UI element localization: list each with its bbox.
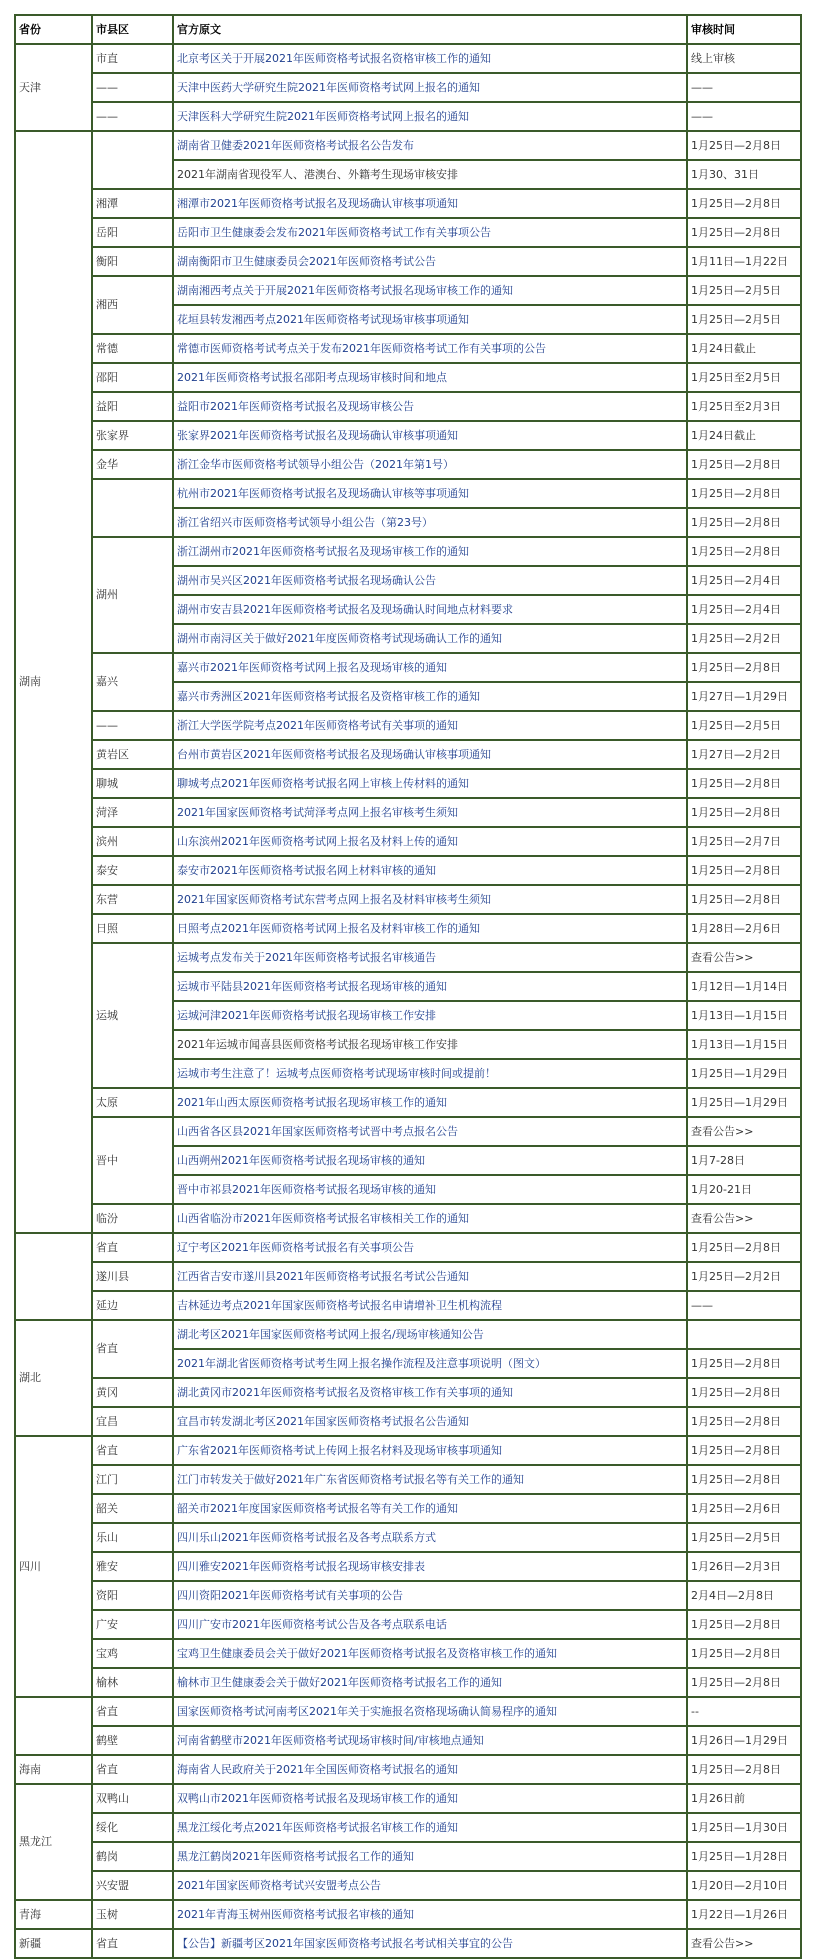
city-cell: 玉树 bbox=[93, 1901, 172, 1928]
table-row bbox=[16, 712, 800, 739]
notice-link[interactable]: 湖南湘西考点关于开展2021年医师资格考试报名现场审核工作的通知 bbox=[174, 277, 686, 304]
table-row bbox=[16, 335, 800, 362]
notice-link[interactable]: 四川雅安2021年医师资格考试报名现场审核安排表 bbox=[174, 1553, 686, 1580]
table-row bbox=[16, 451, 800, 478]
notice-link[interactable]: 国家医师资格考试河南考区2021年关于实施报名资格现场确认简易程序的通知 bbox=[174, 1698, 686, 1725]
table-row bbox=[16, 1640, 800, 1667]
notice-link[interactable]: 黑龙江绥化考点2021年医师资格考试报名审核工作的通知 bbox=[174, 1814, 686, 1841]
province-cell: 黑龙江 bbox=[16, 1785, 91, 1899]
notice-text: 2021年湖南省现役军人、港澳台、外籍考生现场审核安排 bbox=[174, 161, 686, 188]
review-time-cell: 1月25日—2月8日 bbox=[688, 1669, 800, 1696]
table-row bbox=[16, 915, 800, 942]
review-time-cell: —— bbox=[688, 74, 800, 101]
review-time-cell: 1月25日—2月8日 bbox=[688, 857, 800, 884]
notice-link[interactable]: 益阳市2021年医师资格考试报名及现场审核公告 bbox=[174, 393, 686, 420]
city-cell: 日照 bbox=[93, 915, 172, 942]
review-time-cell: 1月25日—2月5日 bbox=[688, 306, 800, 333]
review-time-cell: 1月27日—1月29日 bbox=[688, 683, 800, 710]
table-row bbox=[16, 74, 800, 101]
city-cell: 宜昌 bbox=[93, 1408, 172, 1435]
table-row bbox=[16, 654, 800, 681]
city-cell: —— bbox=[93, 712, 172, 739]
table-row bbox=[16, 828, 800, 855]
table-row bbox=[16, 1698, 800, 1725]
city-cell: 邵阳 bbox=[93, 364, 172, 391]
table-row bbox=[16, 219, 800, 246]
table-row bbox=[16, 1205, 800, 1232]
notice-link[interactable]: 泰安市2021年医师资格考试报名网上材料审核的通知 bbox=[174, 857, 686, 884]
review-time-cell: 1月30、31日 bbox=[688, 161, 800, 188]
notice-link[interactable]: 2021年湖北省医师资格考试考生网上报名操作流程及注意事项说明（图文） bbox=[174, 1350, 686, 1377]
review-time-cell: 1月24日截止 bbox=[688, 335, 800, 362]
table-row bbox=[16, 944, 800, 971]
table-row bbox=[16, 1089, 800, 1116]
notice-table-wrapper bbox=[14, 14, 802, 1959]
review-time-cell: 1月24日截止 bbox=[688, 422, 800, 449]
notice-link[interactable]: 河南省鹤壁市2021年医师资格考试现场审核时间/审核地点通知 bbox=[174, 1727, 686, 1754]
city-cell: 湖州 bbox=[93, 538, 172, 652]
city-cell: 乐山 bbox=[93, 1524, 172, 1551]
table-row bbox=[16, 132, 800, 159]
table-row bbox=[16, 770, 800, 797]
notice-link[interactable]: 山西朔州2021年医师资格考试报名现场审核的通知 bbox=[174, 1147, 686, 1174]
table-row bbox=[16, 103, 800, 130]
review-time-cell: 1月12日—1月14日 bbox=[688, 973, 800, 1000]
notice-link[interactable]: 湖北黄冈市2021年医师资格考试报名及资格审核工作有关事项的通知 bbox=[174, 1379, 686, 1406]
province-cell: 青海 bbox=[16, 1901, 91, 1928]
notice-link[interactable]: 宜昌市转发湖北考区2021年国家医师资格考试报名公告通知 bbox=[174, 1408, 686, 1435]
review-time-cell[interactable]: 查看公告>> bbox=[688, 1930, 800, 1957]
header-city: 市县区 bbox=[93, 16, 172, 43]
review-time-cell: 1月7-28日 bbox=[688, 1147, 800, 1174]
city-cell: 雅安 bbox=[93, 1553, 172, 1580]
city-cell: 黄冈 bbox=[93, 1379, 172, 1406]
table-row bbox=[16, 1756, 800, 1783]
notice-link[interactable]: 湖州市吴兴区2021年医师资格考试报名现场确认公告 bbox=[174, 567, 686, 594]
notice-link[interactable]: 湘潭市2021年医师资格考试报名及现场确认审核事项通知 bbox=[174, 190, 686, 217]
notice-link[interactable]: 浙江大学医学院考点2021年医师资格考试有关事项的通知 bbox=[174, 712, 686, 739]
table-row bbox=[16, 1611, 800, 1638]
city-cell: 湘西 bbox=[93, 277, 172, 333]
notice-link[interactable]: 2021年国家医师资格考试菏泽考点网上报名审核考生须知 bbox=[174, 799, 686, 826]
table-row bbox=[16, 422, 800, 449]
table-row bbox=[16, 1814, 800, 1841]
notice-link[interactable]: 张家界2021年医师资格考试报名及现场确认审核事项通知 bbox=[174, 422, 686, 449]
city-cell: —— bbox=[93, 74, 172, 101]
review-time-cell[interactable]: 查看公告>> bbox=[688, 944, 800, 971]
table-body bbox=[16, 45, 800, 1957]
province-cell: 新疆 bbox=[16, 1930, 91, 1957]
city-cell: 晋中 bbox=[93, 1118, 172, 1203]
city-cell: 市直 bbox=[93, 45, 172, 72]
city-cell: 韶关 bbox=[93, 1495, 172, 1522]
table-row bbox=[16, 1582, 800, 1609]
notice-link[interactable]: 2021年国家医师资格考试兴安盟考点公告 bbox=[174, 1872, 686, 1899]
notice-link[interactable]: 台州市黄岩区2021年医师资格考试报名及现场确认审核事项通知 bbox=[174, 741, 686, 768]
city-cell: 岳阳 bbox=[93, 219, 172, 246]
review-time-cell: 1月25日—2月8日 bbox=[688, 132, 800, 159]
review-time-cell: 1月25日—2月8日 bbox=[688, 1437, 800, 1464]
notice-link[interactable]: 湖北考区2021年国家医师资格考试网上报名/现场审核通知公告 bbox=[174, 1321, 686, 1348]
review-time-cell: 1月25日—2月8日 bbox=[688, 1640, 800, 1667]
review-time-cell: 1月25日—2月8日 bbox=[688, 509, 800, 536]
city-cell: 运城 bbox=[93, 944, 172, 1087]
city-cell: 黄岩区 bbox=[93, 741, 172, 768]
province-cell: 天津 bbox=[16, 45, 91, 130]
review-time-cell: 1月25日—2月8日 bbox=[688, 480, 800, 507]
table-row bbox=[16, 1118, 800, 1145]
review-time-cell: 1月26日—2月3日 bbox=[688, 1553, 800, 1580]
city-cell: 金华 bbox=[93, 451, 172, 478]
city-cell: 延边 bbox=[93, 1292, 172, 1319]
notice-link[interactable]: 运城市考生注意了！运城考点医师资格考试现场审核时间或提前！ bbox=[174, 1060, 686, 1087]
review-time-cell: 1月25日—2月8日 bbox=[688, 654, 800, 681]
province-cell bbox=[16, 1234, 91, 1319]
table-row bbox=[16, 1321, 800, 1348]
table-header-row bbox=[16, 16, 800, 43]
review-time-cell: 1月25日—2月8日 bbox=[688, 1379, 800, 1406]
province-cell bbox=[16, 1698, 91, 1754]
review-time-cell: 1月25日—2月5日 bbox=[688, 712, 800, 739]
table-row bbox=[16, 886, 800, 913]
review-time-cell: 1月13日—1月15日 bbox=[688, 1031, 800, 1058]
province-cell: 湖南 bbox=[16, 132, 91, 1232]
city-cell: 省直 bbox=[93, 1756, 172, 1783]
notice-link[interactable]: 北京考区关于开展2021年医师资格考试报名资格审核工作的通知 bbox=[174, 45, 686, 72]
review-time-cell: 1月25日—2月4日 bbox=[688, 596, 800, 623]
city-cell: 江门 bbox=[93, 1466, 172, 1493]
table-row bbox=[16, 1785, 800, 1812]
table-row bbox=[16, 1263, 800, 1290]
notice-link[interactable]: 湖南衡阳市卫生健康委员会2021年医师资格考试公告 bbox=[174, 248, 686, 275]
review-time-cell: 1月25日—2月7日 bbox=[688, 828, 800, 855]
city-cell: 衡阳 bbox=[93, 248, 172, 275]
city-cell: 宝鸡 bbox=[93, 1640, 172, 1667]
notice-link[interactable]: 日照考点2021年医师资格考试网上报名及材料审核工作的通知 bbox=[174, 915, 686, 942]
review-time-cell: 1月25日—2月8日 bbox=[688, 190, 800, 217]
notice-link[interactable]: 榆林市卫生健康委会关于做好2021年医师资格考试报名工作的通知 bbox=[174, 1669, 686, 1696]
city-cell: 省直 bbox=[93, 1437, 172, 1464]
notice-link[interactable]: 江西省吉安市遂川县2021年医师资格考试报名考试公告通知 bbox=[174, 1263, 686, 1290]
notice-link[interactable]: 湖南省卫健委2021年医师资格考试报名公告发布 bbox=[174, 132, 686, 159]
city-cell: 省直 bbox=[93, 1930, 172, 1957]
notice-link[interactable]: 四川广安市2021年医师资格考试公告及各考点联系电话 bbox=[174, 1611, 686, 1638]
review-time-cell: 1月25日—2月8日 bbox=[688, 1408, 800, 1435]
province-cell: 四川 bbox=[16, 1437, 91, 1696]
city-cell bbox=[93, 132, 172, 188]
notice-link[interactable]: 天津医科大学研究生院2021年医师资格考试网上报名的通知 bbox=[174, 103, 686, 130]
notice-link[interactable]: 黑龙江鹤岗2021年医师资格考试报名工作的通知 bbox=[174, 1843, 686, 1870]
review-time-cell: 1月20-21日 bbox=[688, 1176, 800, 1203]
notice-link[interactable]: 2021年山西太原医师资格考试报名现场审核工作的通知 bbox=[174, 1089, 686, 1116]
table-row bbox=[16, 1466, 800, 1493]
review-time-cell: 1月25日—2月5日 bbox=[688, 1524, 800, 1551]
review-time-cell[interactable]: 查看公告>> bbox=[688, 1118, 800, 1145]
city-cell bbox=[93, 480, 172, 536]
city-cell: 湘潭 bbox=[93, 190, 172, 217]
notice-table bbox=[14, 14, 802, 1959]
notice-link[interactable]: 山东滨州2021年医师资格考试网上报名及材料上传的通知 bbox=[174, 828, 686, 855]
province-cell: 湖北 bbox=[16, 1321, 91, 1435]
review-time-cell: 1月25日—2月4日 bbox=[688, 567, 800, 594]
city-cell: 聊城 bbox=[93, 770, 172, 797]
table-row bbox=[16, 1727, 800, 1754]
review-time-cell bbox=[688, 1321, 800, 1348]
notice-link[interactable]: 【公告】新疆考区2021年国家医师资格考试报名考试相关事宜的公告 bbox=[174, 1930, 686, 1957]
city-cell: 滨州 bbox=[93, 828, 172, 855]
review-time-cell: 1月25日—2月5日 bbox=[688, 277, 800, 304]
city-cell: 鹤岗 bbox=[93, 1843, 172, 1870]
notice-link[interactable]: 运城考点发布关于2021年医师资格考试报名审核通告 bbox=[174, 944, 686, 971]
table-row bbox=[16, 1930, 800, 1957]
review-time-cell: 线上审核 bbox=[688, 45, 800, 72]
review-time-cell: 1月25日—1月29日 bbox=[688, 1089, 800, 1116]
review-time-cell[interactable]: 查看公告>> bbox=[688, 1205, 800, 1232]
notice-link[interactable]: 晋中市祁县2021年医师资格考试报名现场审核的通知 bbox=[174, 1176, 686, 1203]
review-time-cell: 1月26日前 bbox=[688, 1785, 800, 1812]
review-time-cell: 1月25日—2月2日 bbox=[688, 1263, 800, 1290]
city-cell: 绥化 bbox=[93, 1814, 172, 1841]
review-time-cell: 1月20日—2月10日 bbox=[688, 1872, 800, 1899]
table-row bbox=[16, 1292, 800, 1319]
table-row bbox=[16, 1495, 800, 1522]
review-time-cell: 1月25日—1月30日 bbox=[688, 1814, 800, 1841]
city-cell: 泰安 bbox=[93, 857, 172, 884]
city-cell: 省直 bbox=[93, 1698, 172, 1725]
notice-link[interactable]: 广东省2021年医师资格考试上传网上报名材料及现场审核事项通知 bbox=[174, 1437, 686, 1464]
header-notice: 官方原文 bbox=[174, 16, 686, 43]
review-time-cell: 1月28日—2月6日 bbox=[688, 915, 800, 942]
notice-link[interactable]: 2021年国家医师资格考试东营考点网上报名及材料审核考生须知 bbox=[174, 886, 686, 913]
review-time-cell: 1月25日—2月8日 bbox=[688, 219, 800, 246]
review-time-cell: 1月11日—1月22日 bbox=[688, 248, 800, 275]
city-cell: 嘉兴 bbox=[93, 654, 172, 710]
review-time-cell: 1月25日—2月8日 bbox=[688, 1466, 800, 1493]
table-row bbox=[16, 1872, 800, 1899]
notice-link[interactable]: 运城河津2021年医师资格考试报名现场审核工作安排 bbox=[174, 1002, 686, 1029]
table-row bbox=[16, 857, 800, 884]
notice-link[interactable]: 山西省各区县2021年国家医师资格考试晋中考点报名公告 bbox=[174, 1118, 686, 1145]
review-time-cell: 1月25日—1月28日 bbox=[688, 1843, 800, 1870]
header-province: 省份 bbox=[16, 16, 91, 43]
city-cell: —— bbox=[93, 103, 172, 130]
notice-link[interactable]: 四川资阳2021年医师资格考试有关事项的公告 bbox=[174, 1582, 686, 1609]
table-row bbox=[16, 277, 800, 304]
review-time-cell: 1月25日—2月8日 bbox=[688, 770, 800, 797]
notice-link[interactable]: 辽宁考区2021年医师资格考试报名有关事项公告 bbox=[174, 1234, 686, 1261]
city-cell: 益阳 bbox=[93, 393, 172, 420]
city-cell: 省直 bbox=[93, 1234, 172, 1261]
notice-link[interactable]: 常德市医师资格考试考点关于发布2021年医师资格考试工作有关事项的公告 bbox=[174, 335, 686, 362]
notice-link[interactable]: 浙江湖州市2021年医师资格考试报名及现场审核工作的通知 bbox=[174, 538, 686, 565]
notice-link[interactable]: 湖州市安吉县2021年医师资格考试报名及现场确认时间地点材料要求 bbox=[174, 596, 686, 623]
review-time-cell: 1月25日—2月2日 bbox=[688, 625, 800, 652]
table-row bbox=[16, 1669, 800, 1696]
review-time-cell: 1月25日—2月8日 bbox=[688, 886, 800, 913]
notice-link[interactable]: 双鸭山市2021年医师资格考试报名及现场审核工作的通知 bbox=[174, 1785, 686, 1812]
review-time-cell: —— bbox=[688, 1292, 800, 1319]
city-cell: 双鸭山 bbox=[93, 1785, 172, 1812]
review-time-cell: -- bbox=[688, 1698, 800, 1725]
table-row bbox=[16, 190, 800, 217]
table-row bbox=[16, 741, 800, 768]
notice-link[interactable]: 韶关市2021年度国家医师资格考试报名等有关工作的通知 bbox=[174, 1495, 686, 1522]
city-cell: 资阳 bbox=[93, 1582, 172, 1609]
review-time-cell: 1月26日—1月29日 bbox=[688, 1727, 800, 1754]
notice-link[interactable]: 浙江省绍兴市医师资格考试领导小组公告（第23号） bbox=[174, 509, 686, 536]
notice-link[interactable]: 运城市平陆县2021年医师资格考试报名现场审核的通知 bbox=[174, 973, 686, 1000]
table-row bbox=[16, 248, 800, 275]
city-cell: 鹤壁 bbox=[93, 1727, 172, 1754]
notice-link[interactable]: 四川乐山2021年医师资格考试报名及各考点联系方式 bbox=[174, 1524, 686, 1551]
city-cell: 兴安盟 bbox=[93, 1872, 172, 1899]
notice-text: 2021年运城市闻喜县医师资格考试报名现场审核工作安排 bbox=[174, 1031, 686, 1058]
review-time-cell: —— bbox=[688, 103, 800, 130]
table-row bbox=[16, 393, 800, 420]
province-cell: 海南 bbox=[16, 1756, 91, 1783]
notice-link[interactable]: 天津中医药大学研究生院2021年医师资格考试网上报名的通知 bbox=[174, 74, 686, 101]
header-review-time: 审核时间 bbox=[688, 16, 800, 43]
city-cell: 太原 bbox=[93, 1089, 172, 1116]
table-row bbox=[16, 480, 800, 507]
table-row bbox=[16, 1379, 800, 1406]
table-row bbox=[16, 364, 800, 391]
notice-link[interactable]: 花垣县转发湘西考点2021年医师资格考试现场审核事项通知 bbox=[174, 306, 686, 333]
table-row bbox=[16, 1437, 800, 1464]
notice-link[interactable]: 湖州市南浔区关于做好2021年度医师资格考试现场确认工作的通知 bbox=[174, 625, 686, 652]
city-cell: 菏泽 bbox=[93, 799, 172, 826]
notice-link[interactable]: 江门市转发关于做好2021年广东省医师资格考试报名等有关工作的通知 bbox=[174, 1466, 686, 1493]
city-cell: 张家界 bbox=[93, 422, 172, 449]
review-time-cell: 1月25日—2月8日 bbox=[688, 799, 800, 826]
notice-link[interactable]: 嘉兴市2021年医师资格考试网上报名及现场审核的通知 bbox=[174, 654, 686, 681]
notice-link[interactable]: 聊城考点2021年医师资格考试报名网上审核上传材料的通知 bbox=[174, 770, 686, 797]
city-cell: 常德 bbox=[93, 335, 172, 362]
review-time-cell: 1月27日—2月2日 bbox=[688, 741, 800, 768]
review-time-cell: 1月25日—1月29日 bbox=[688, 1060, 800, 1087]
review-time-cell: 2月4日—2月8日 bbox=[688, 1582, 800, 1609]
city-cell: 榆林 bbox=[93, 1669, 172, 1696]
review-time-cell: 1月25日至2月3日 bbox=[688, 393, 800, 420]
review-time-cell: 1月25日—2月8日 bbox=[688, 1611, 800, 1638]
notice-link[interactable]: 岳阳市卫生健康委会发布2021年医师资格考试工作有关事项公告 bbox=[174, 219, 686, 246]
notice-link[interactable]: 海南省人民政府关于2021年全国医师资格考试报名的通知 bbox=[174, 1756, 686, 1783]
table-row bbox=[16, 1234, 800, 1261]
table-row bbox=[16, 1843, 800, 1870]
notice-link[interactable]: 嘉兴市秀洲区2021年医师资格考试报名及资格审核工作的通知 bbox=[174, 683, 686, 710]
review-time-cell: 1月25日—2月8日 bbox=[688, 1350, 800, 1377]
review-time-cell: 1月25日—2月8日 bbox=[688, 451, 800, 478]
city-cell: 临汾 bbox=[93, 1205, 172, 1232]
table-row bbox=[16, 799, 800, 826]
table-row bbox=[16, 538, 800, 565]
review-time-cell: 1月25日至2月5日 bbox=[688, 364, 800, 391]
review-time-cell: 1月22日—1月26日 bbox=[688, 1901, 800, 1928]
table-row bbox=[16, 1553, 800, 1580]
review-time-cell: 1月25日—2月8日 bbox=[688, 1756, 800, 1783]
table-row bbox=[16, 1524, 800, 1551]
city-cell: 遂川县 bbox=[93, 1263, 172, 1290]
notice-link[interactable]: 2021年青海玉树州医师资格考试报名审核的通知 bbox=[174, 1901, 686, 1928]
notice-link[interactable]: 吉林延边考点2021年国家医师资格考试报名申请增补卫生机构流程 bbox=[174, 1292, 686, 1319]
review-time-cell: 1月13日—1月15日 bbox=[688, 1002, 800, 1029]
table-row bbox=[16, 45, 800, 72]
notice-link[interactable]: 浙江金华市医师资格考试领导小组公告（2021年第1号） bbox=[174, 451, 686, 478]
city-cell: 广安 bbox=[93, 1611, 172, 1638]
notice-link[interactable]: 杭州市2021年医师资格考试报名及现场确认审核等事项通知 bbox=[174, 480, 686, 507]
notice-link[interactable]: 2021年医师资格考试报名邵阳考点现场审核时间和地点 bbox=[174, 364, 686, 391]
table-row bbox=[16, 1901, 800, 1928]
table-row bbox=[16, 1408, 800, 1435]
review-time-cell: 1月25日—2月8日 bbox=[688, 1234, 800, 1261]
notice-link[interactable]: 宝鸡卫生健康委员会关于做好2021年医师资格考试报名及资格审核工作的通知 bbox=[174, 1640, 686, 1667]
notice-link[interactable]: 山西省临汾市2021年医师资格考试报名审核相关工作的通知 bbox=[174, 1205, 686, 1232]
review-time-cell: 1月25日—2月6日 bbox=[688, 1495, 800, 1522]
review-time-cell: 1月25日—2月8日 bbox=[688, 538, 800, 565]
city-cell: 省直 bbox=[93, 1321, 172, 1377]
city-cell: 东营 bbox=[93, 886, 172, 913]
